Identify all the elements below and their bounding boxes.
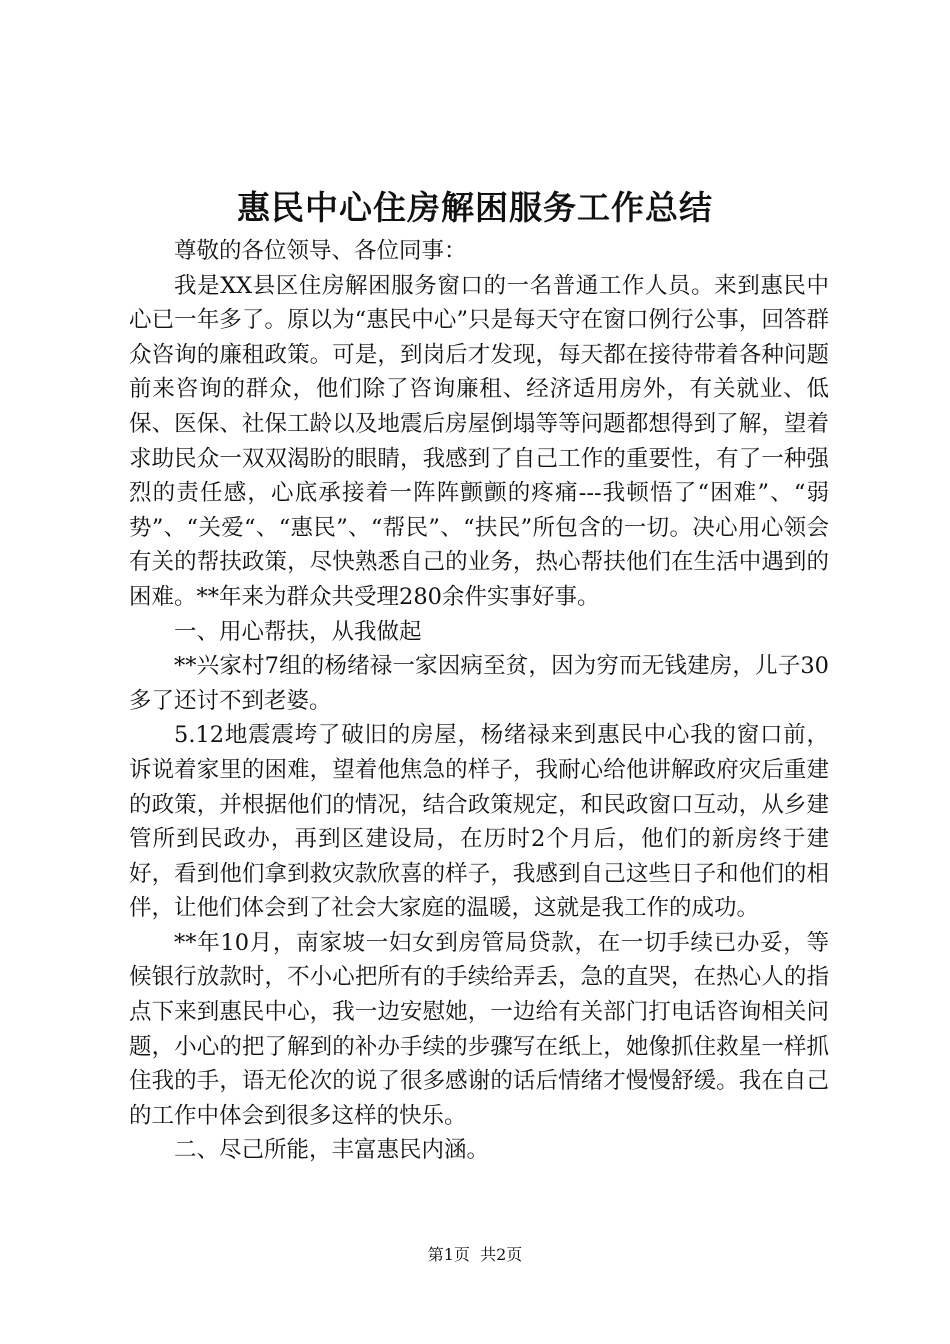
section-heading-2: 二、尽己所能，丰富惠民内涵。 [174,1137,490,1164]
section-heading-1: 一、用心帮扶，从我做起 [174,618,422,645]
document-body [129,234,829,1168]
case-paragraph-2: 5.12地震震垮了破旧的房屋，杨绪禄来到惠民中心我的窗口前，诉说着家里的困难，望着他焦急的样子，我耐心给他讲解政府灾后重建的政策，并根据他们的情况，结合政策规定，和民政窗口互动，从乡建管所到民政办，再到区建设局，在历时2个月后，他们的新房终于建好，看到他们拿到救灾款欣喜的样子，我感到自己这些日子和他们的相伴，让他们体会到了社会大家庭的温暖，这就是我工作的成功。 [129,722,829,922]
intro-paragraph: 我是XX县区住房解困服务窗口的一名普通工作人员。来到惠民中心已一年多了。原以为“惠民中心”只是每天守在窗口例行公事，回答群众咨询的廉租政策。可是，到岗后才发现，每天都在接待带着各种问题前来咨询的群众，他们除了咨询廉租、经济适用房外，有关就业、低保、医保、社保工龄以及地震后房屋倒塌等等问题都想得到了解，望着求助民众一双双渴盼的眼睛，我感到了自己工作的重要性，有了一种强烈的责任感，心底承接着一阵阵颤颤的疼痛---我顿悟了“困难”、“弱势”、“关爱“、“惠民”、“帮民”、“扶民”所包含的一切。决心用心领会有关的帮扶政策，尽快熟悉自己的业务，热心帮扶他们在生活中遇到的困难。**年来为群众共受理280余件实事好事。 [129,272,829,610]
footer-separator [470,1245,480,1264]
page-number-total: 共2页 [480,1245,523,1264]
page-number-current: 第1页 [427,1245,470,1264]
case-paragraph-3: **年10月，南家坡一妇女到房管局贷款，在一切手续已办妥，等候银行放款时，不小心把所有的手续给弄丢，急的直哭，在热心人的指点下来到惠民中心，我一边安慰她，一边给有关部门打电话咨询相关问题，小心的把了解到的补办手续的步骤写在纸上，她像抓住救星一样抓住我的手，语无伦次的说了很多感谢的话后情绪才慢慢舒缓。我在自己的工作中体会到很多这样的快乐。 [129,929,829,1129]
document-title: 惠民中心住房解困服务工作总结 [237,188,713,227]
page-footer [0,1244,950,1266]
case-paragraph-1: **兴家村7组的杨绪禄一家因病至贫，因为穷而无钱建房，儿子30多了还讨不到老婆。 [129,653,829,714]
salutation-paragraph: 尊敬的各位领导、各位同事： [174,238,467,264]
